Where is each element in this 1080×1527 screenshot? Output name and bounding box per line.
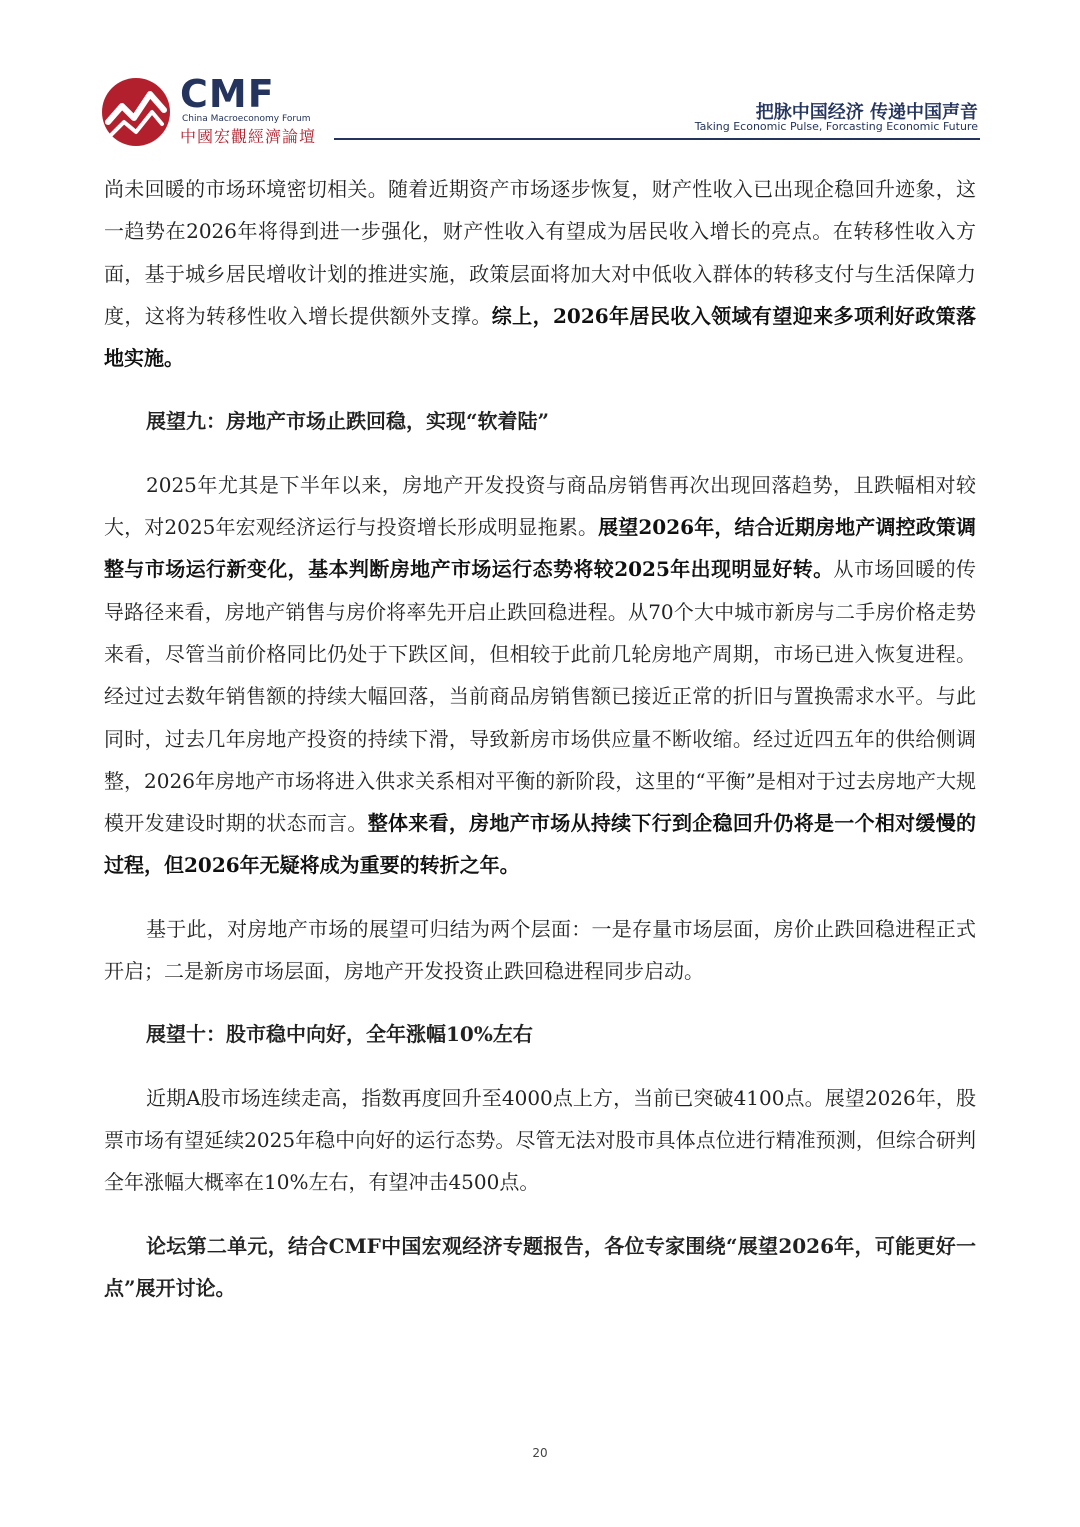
paragraph-forum-unit: 论坛第二单元，结合CMF中国宏观经济专题报告，各位专家围绕“展望2026年，可能更好一点”展开讨论。	[104, 1233, 976, 1300]
logo-chinese-name: 中國宏觀經濟論壇	[180, 127, 317, 146]
paragraph-text: 2025年尤其是下半年以来，房地产开发投资与商品房销售再次出现回落趋势，且跌幅相对较大，对2025年宏观经济运行与投资增长形成明显拖累。	[104, 472, 976, 540]
page-header	[0, 0, 1080, 150]
paragraph-text: 尚未回暖的市场环境密切相关。随着近期资产市场逐步恢复，财产性收入已出现企稳回升迹象，这一趋势在2026年将得到进一步强化，财产性收入有望成为居民收入增长的亮点。在转移性收入方面，基于城乡居民增收计划的推进实施，政策层面将加大对中低收入群体的转移支付与生活保障力度，这将为转移性收入增长提供额外支撑。	[104, 177, 976, 328]
header-tagline-cn: 把脉中国经济 传递中国声音	[755, 102, 978, 123]
section-heading-10: 展望十：股市稳中向好，全年涨幅10%左右	[146, 1022, 533, 1047]
paragraph-text: 从市场回暖的传导路径来看，房地产销售与房价将率先开启止跌回稳进程。从70个大中城市新房与二手房价格走势来看，尽管当前价格同比仍处于下跌区间，但相较于此前几轮房地产周期，市场已进入恢复进程。经过过去数年销售额的持续大幅回落，当前商品房销售额已接近正常的折旧与置换需求水平。与此同时，过去几年房地产投资的持续下滑，导致新房市场供应量不断收缩。经过近四五年的供给侧调整，2026年房地产市场将进入供求关系相对平衡的新阶段，这里的“平衡”是相对于过去房地产大规模开发建设时期的状态而言。	[104, 557, 976, 836]
emphasis-text: 整体来看，房地产市场从持续下行到企稳回升仍将是一个相对缓慢的过程，但2026年无疑将成为重要的转折之年。	[104, 811, 977, 878]
header-divider	[334, 138, 980, 140]
logo-text: CMF	[180, 72, 275, 116]
paragraph-real-estate-outlook: 基于此，对房地产市场的展望可归结为两个层面：一是存量市场层面，房价止跌回稳进程正式开启；二是新房市场层面，房地产开发投资止跌回稳进程同步启动。	[104, 916, 976, 984]
emphasis-text: 综上，2026年居民收入领域有望迎来多项利好政策落地实施。	[104, 303, 977, 371]
page-number: 20	[532, 1446, 548, 1460]
logo-subtitle: China Macroeconomy Forum	[182, 114, 311, 124]
paragraph-stock-market: 近期A股市场连续走高，指数再度回升至4000点上方，当前已突破4100点。展望2026年，股票市场有望延续2025年稳中向好的运行态势。尽管无法对股市具体点位进行精准预测，但综合研判全年涨幅大概率在10%左右，有望冲击4500点。	[104, 1085, 976, 1195]
cmf-logo-icon	[100, 76, 172, 148]
emphasis-text: 展望2026年，结合近期房地产调控政策调整与市场运行新变化，基本判断房地产市场运行态势将较2025年出现明显好转。	[104, 515, 976, 582]
header-tagline-en: Taking Economic Pulse, Forcasting Economic Future	[694, 120, 978, 133]
paragraph-real-estate	[104, 464, 976, 887]
document-body	[104, 168, 976, 1309]
paragraph-income	[104, 168, 976, 379]
section-heading-9: 展望九：房地产市场止跌回稳，实现“软着陆”	[146, 409, 550, 434]
